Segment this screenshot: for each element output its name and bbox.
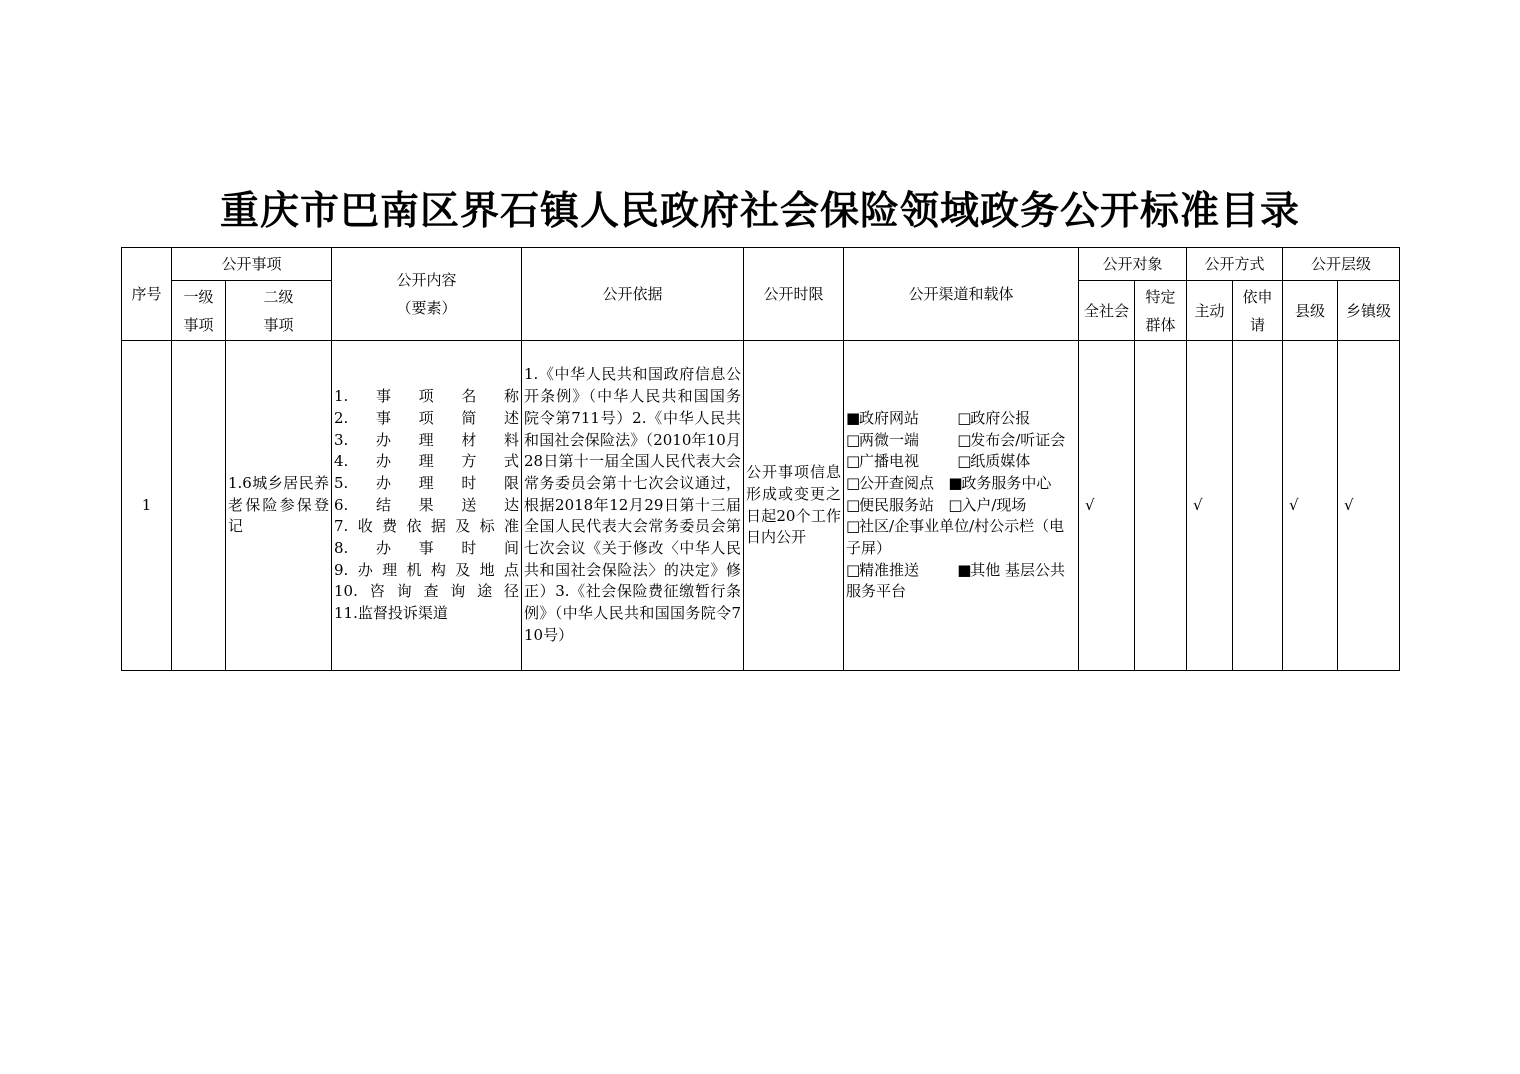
channel-label: 入户/现场	[961, 495, 1027, 514]
header-tier: 公开层级	[1283, 248, 1400, 281]
content-item: 3.办理材料	[334, 430, 520, 449]
table-row	[122, 341, 1400, 671]
channel-list	[846, 408, 1076, 603]
header-level1-line1: 一级	[183, 287, 214, 306]
unchecked-box-icon: □	[846, 560, 861, 579]
header-method-apply-line1: 依申	[1242, 287, 1273, 306]
checked-box-icon: ■	[957, 560, 972, 579]
cell-basis: 1.《中华人民共和国政府信息公开条例》（中华人民共和国国务院令第711号）2.《中华人民共和国社会保险法》（2010年10月28日第十一届全国人民代表大会常务委员会第十七次会议通过，根据2018年12月29日第十三届全国人民代表大会常务委员会第七次会议《关于修改〈中华人民共和国社会保险法〉的决定》修正）3.《社会保险费征缴暂行条例》（中华人民共和国国务院令710号）	[522, 341, 744, 671]
header-content	[332, 248, 522, 341]
content-item: 7.收费依据及标准	[334, 517, 520, 536]
cell-method-apply	[1233, 341, 1283, 671]
content-item: 11.监督投诉渠道	[334, 604, 448, 623]
unchecked-box-icon: □	[846, 473, 861, 492]
channel-label: 两微一端	[859, 430, 920, 449]
unchecked-box-icon: □	[846, 430, 861, 449]
channel-label: 精准推送	[859, 560, 920, 579]
channel-item	[948, 474, 1051, 492]
channel-item	[948, 496, 1026, 514]
unchecked-box-icon: □	[957, 408, 972, 427]
channel-item	[957, 452, 1030, 470]
content-item: 2.事项简述	[334, 408, 520, 427]
unchecked-box-icon: □	[957, 430, 972, 449]
channel-item	[846, 409, 919, 427]
header-row-1	[122, 248, 1400, 281]
channel-item	[846, 474, 934, 492]
header-target-specific-line1: 特定	[1145, 287, 1176, 306]
content-item: 5.办理时限	[334, 473, 520, 492]
channel-item	[846, 561, 919, 579]
unchecked-box-icon: □	[846, 517, 861, 536]
header-target-specific	[1135, 281, 1187, 341]
catalog-table	[121, 247, 1400, 671]
unchecked-box-icon: □	[957, 452, 972, 471]
channel-item	[846, 452, 919, 470]
header-target: 公开对象	[1079, 248, 1187, 281]
cell-target-all: √	[1079, 341, 1135, 671]
content-item: 9.办理机构及地点	[334, 560, 520, 579]
header-target-all: 全社会	[1079, 281, 1135, 341]
channel-label: 其他 基层公共服务平台	[846, 560, 1065, 601]
channel-label: 政务服务中心	[961, 473, 1052, 492]
checked-box-icon: ■	[846, 408, 861, 427]
content-item: 10.咨询查询途径	[334, 582, 520, 601]
content-item: 4.办理方式	[334, 452, 520, 471]
cell-tier-town: √	[1338, 341, 1400, 671]
content-item: 8.办事时间	[334, 539, 520, 558]
channel-item	[846, 496, 934, 514]
channel-label: 发布会/听证会	[970, 430, 1066, 449]
header-level2-line1: 二级	[263, 287, 294, 306]
cell-level2: 1.6城乡居民养老保险参保登记	[226, 341, 332, 671]
cell-channels	[844, 341, 1079, 671]
unchecked-box-icon: □	[846, 495, 861, 514]
channel-item	[957, 431, 1065, 449]
channel-label: 政府网站	[859, 408, 920, 427]
cell-level1	[172, 341, 226, 671]
channel-label: 广播电视	[859, 452, 920, 471]
header-method-active: 主动	[1187, 281, 1233, 341]
channel-label: 社区/企事业单位/村公示栏（电子屏）	[846, 517, 1065, 558]
unchecked-box-icon: □	[948, 495, 963, 514]
cell-method-active: √	[1187, 341, 1233, 671]
cell-target-specific	[1135, 341, 1187, 671]
channel-label: 公开查阅点	[859, 473, 935, 492]
unchecked-box-icon: □	[846, 452, 861, 471]
header-method: 公开方式	[1187, 248, 1283, 281]
header-target-specific-line2: 群体	[1145, 315, 1176, 334]
header-method-apply	[1233, 281, 1283, 341]
channel-label: 政府公报	[970, 408, 1031, 427]
checked-box-icon: ■	[948, 473, 963, 492]
header-level1-line2: 事项	[183, 315, 214, 334]
content-item: 6.结果送达	[334, 495, 520, 514]
content-item: 1.事项名称	[334, 387, 520, 406]
header-channel: 公开渠道和载体	[844, 248, 1079, 341]
channel-label: 便民服务站	[859, 495, 935, 514]
header-content-line2: （要素）	[396, 299, 457, 317]
header-seq: 序号	[122, 248, 172, 341]
channel-item	[957, 409, 1030, 427]
header-level2-line2: 事项	[263, 315, 294, 334]
cell-seq: 1	[122, 341, 172, 671]
cell-content	[332, 341, 522, 671]
channel-label: 纸质媒体	[970, 452, 1031, 471]
header-time-limit: 公开时限	[744, 248, 844, 341]
page-title: 重庆市巴南区界石镇人民政府社会保险领域政务公开标准目录	[219, 189, 1300, 234]
header-level1	[172, 281, 226, 341]
header-tier-town: 乡镇级	[1338, 281, 1400, 341]
cell-time-limit: 公开事项信息形成或变更之日起20个工作日内公开	[744, 341, 844, 671]
header-basis: 公开依据	[522, 248, 744, 341]
header-content-line1: 公开内容	[396, 271, 457, 289]
header-method-apply-line2: 请	[1250, 315, 1266, 334]
header-tier-county: 县级	[1283, 281, 1338, 341]
header-matter: 公开事项	[172, 248, 332, 281]
cell-tier-county: √	[1283, 341, 1338, 671]
channel-item	[846, 517, 1064, 557]
header-level2	[226, 281, 332, 341]
channel-item	[846, 431, 919, 449]
